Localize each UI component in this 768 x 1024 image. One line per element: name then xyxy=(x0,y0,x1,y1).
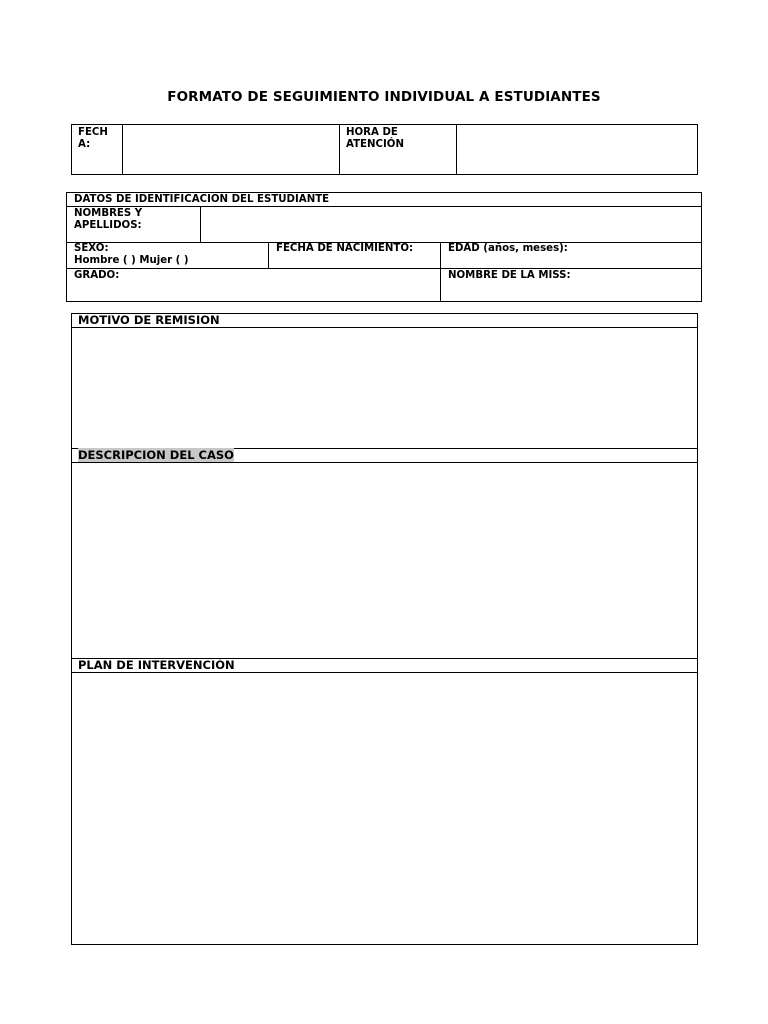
hora-field[interactable] xyxy=(457,125,698,175)
plan-body-field[interactable] xyxy=(72,673,698,945)
nombres-field[interactable] xyxy=(201,207,702,243)
motivo-body-field[interactable] xyxy=(72,328,698,449)
attention-info-table xyxy=(71,124,698,175)
grado-label: GRADO: xyxy=(74,270,120,281)
student-identification-table xyxy=(66,192,702,302)
fecha-label: FECH A: xyxy=(78,127,108,150)
edad-label: EDAD (años, meses): xyxy=(448,243,568,254)
nombres-label-cell xyxy=(67,207,201,243)
descripcion-body-field[interactable] xyxy=(72,463,698,659)
plan-title: PLAN DE INTERVENCIÓN xyxy=(78,658,235,672)
hora-label: HORA DE ATENCIÓN xyxy=(346,127,404,150)
nombres-label: NOMBRES Y APELLIDOS: xyxy=(74,208,143,231)
case-sections-table xyxy=(71,313,698,945)
fecha-field[interactable] xyxy=(123,125,340,175)
fecha-nacimiento-field[interactable] xyxy=(269,243,441,269)
hora-label-cell xyxy=(340,125,457,175)
student-section-title: DATOS DE IDENTIFICACION DEL ESTUDIANTE xyxy=(74,194,330,205)
student-section-header xyxy=(67,193,702,207)
fecha-nacimiento-label: FECHA DE NACIMIENTO: xyxy=(276,243,414,254)
document-title: FORMATO DE SEGUIMIENTO INDIVIDUAL A ESTUDIANTES xyxy=(167,89,601,105)
miss-label: NOMBRE DE LA MISS: xyxy=(448,270,571,281)
edad-field[interactable] xyxy=(441,243,702,269)
motivo-header xyxy=(72,314,698,328)
miss-field[interactable] xyxy=(441,269,702,302)
motivo-title: MOTIVO DE REMISION xyxy=(78,313,220,327)
plan-header xyxy=(72,659,698,673)
sexo-field[interactable] xyxy=(67,243,269,269)
sexo-label: SEXO: Hombre ( ) Mujer ( ) xyxy=(74,243,189,266)
descripcion-header xyxy=(72,449,698,463)
grado-field[interactable] xyxy=(67,269,441,302)
fecha-label-cell xyxy=(72,125,123,175)
descripcion-title: DESCRIPCION DEL CASO xyxy=(78,448,234,462)
